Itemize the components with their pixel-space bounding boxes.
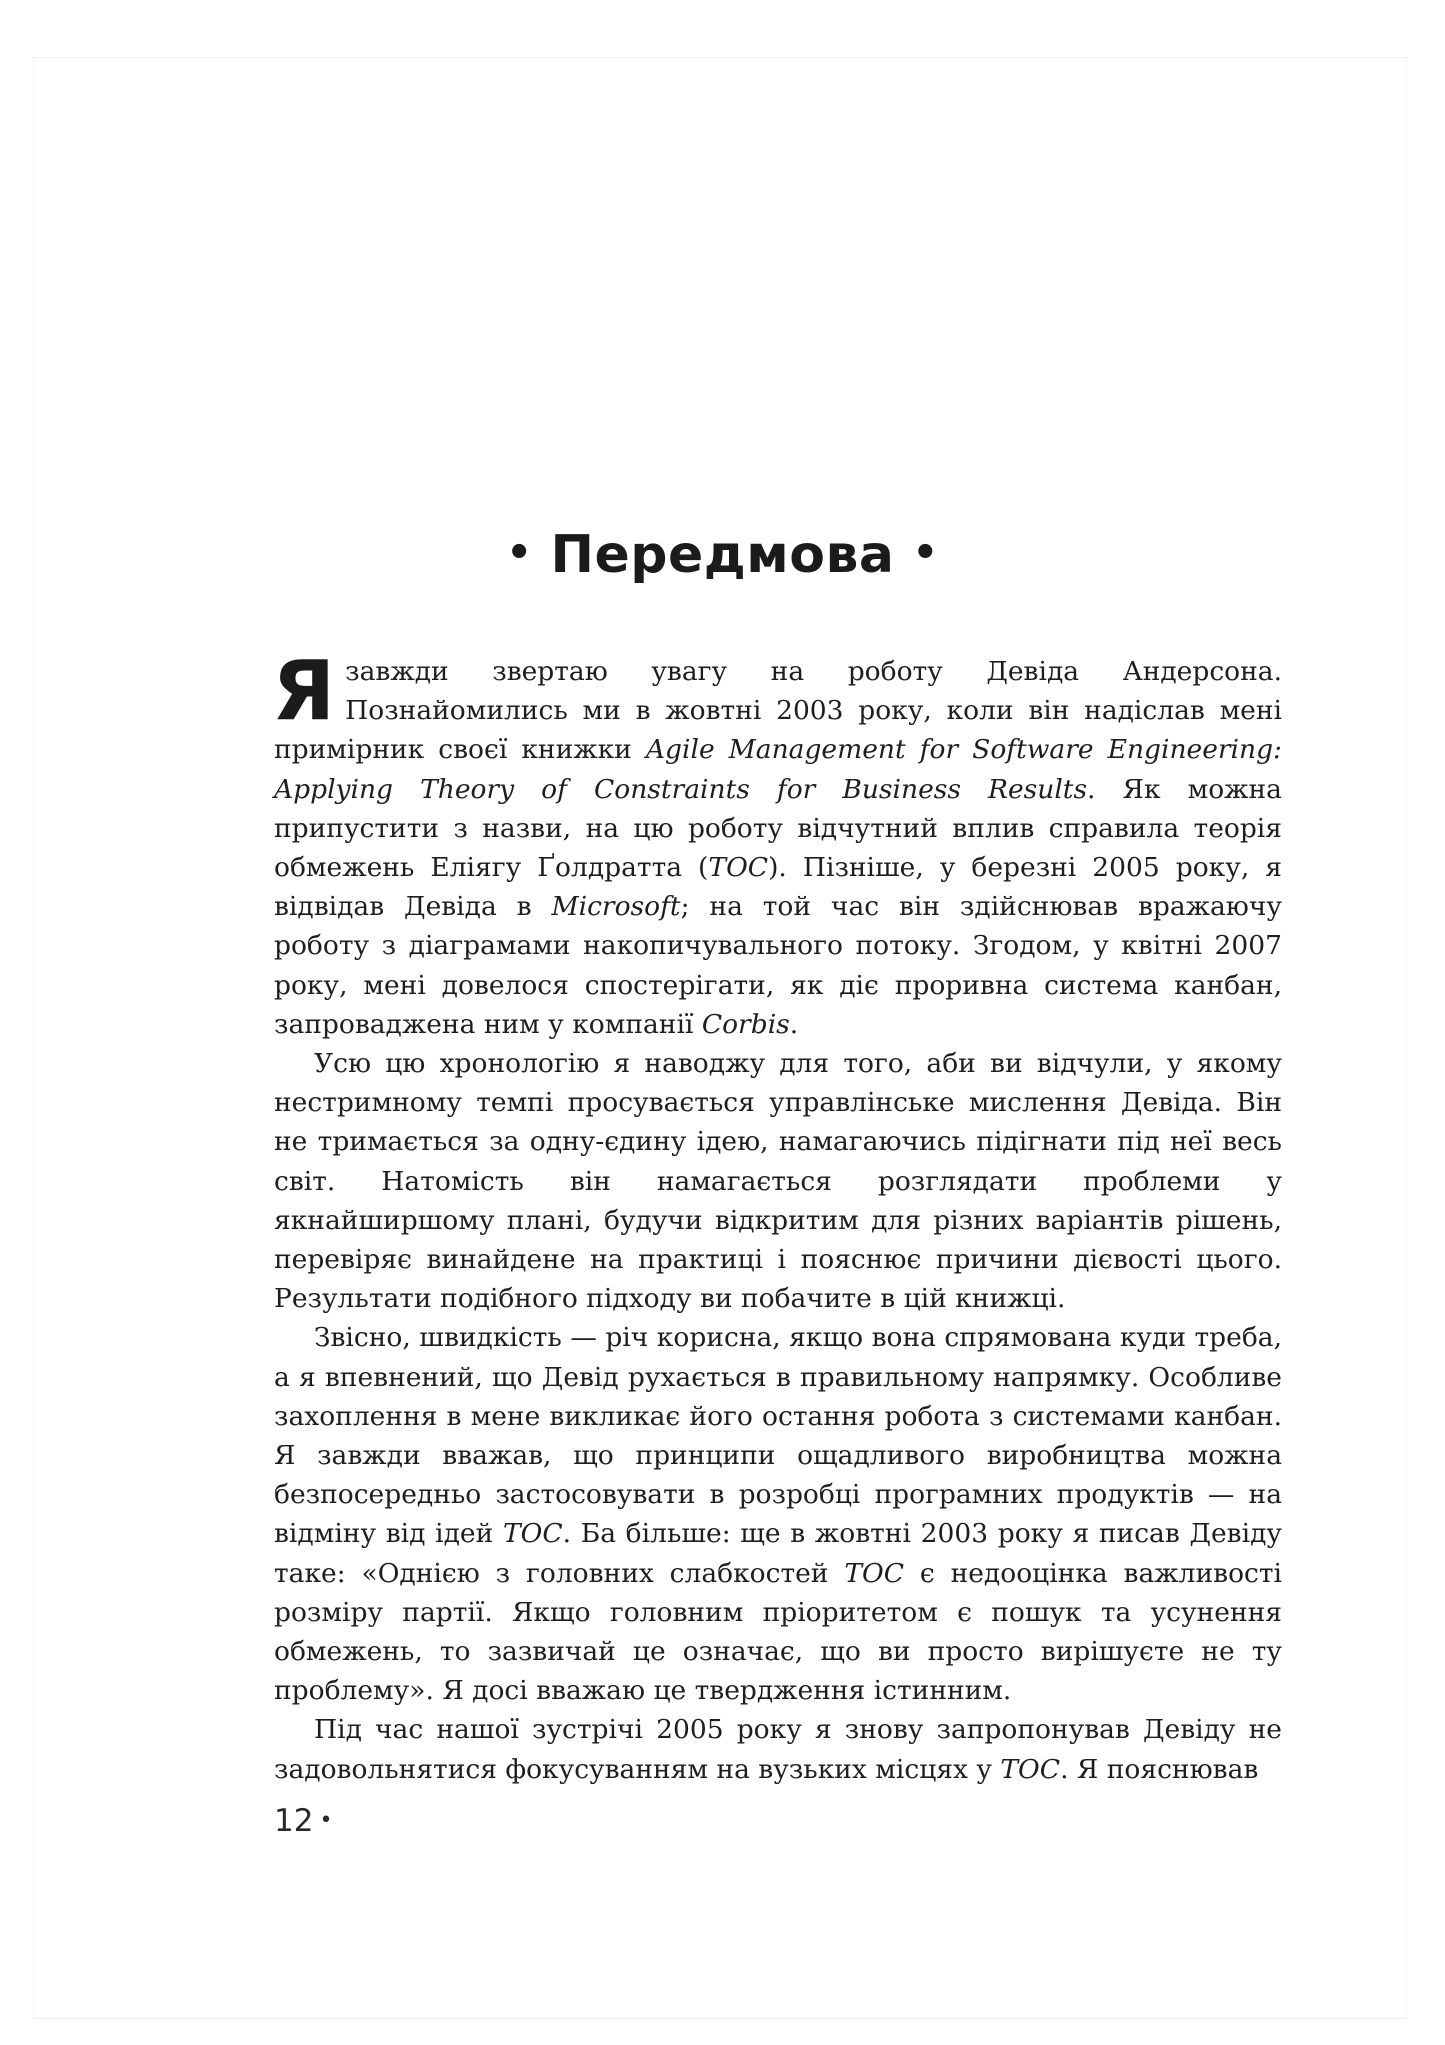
paragraph-4-text-2: . Я пояснював: [1060, 1753, 1259, 1785]
paragraph-1-text-2: . Як можна припустити з назви, на цю роботу відчутний вплив справила теорія обмежень Еліягу Ґолдратта (: [274, 773, 1282, 884]
title-bullet-right: •: [912, 530, 939, 576]
paragraph-1-text: завжди звертаю увагу на роботу Девіда Андерсона. Познайомились ми в жовтні 2003 року, коли він надіслав мені примірник своєї книжки: [274, 656, 1282, 766]
toc-term: TOC: [1000, 1753, 1061, 1785]
paragraph-4-text: Під час нашої зустрічі 2005 року я знову запропонував Девіду не задовольнятися фокусуванням на вузьких місцях у: [274, 1714, 1282, 1785]
paragraph-4: [274, 1710, 1282, 1788]
title-bullet-left: •: [506, 530, 533, 576]
body-text: [272, 644, 1283, 1789]
page-number-bullet: •: [319, 1808, 333, 1833]
paragraph-3-text-2: . Ба більше: ще в жовтні 2003 року я писав Девіду таке: «Однією з головних слабкостей: [274, 1518, 1282, 1589]
paragraph-1-text-3: ). Пізніше, у березні 2005 року, я відвідав Девіда в: [274, 852, 1282, 923]
paragraph-3-text: Звісно, швидкість — річ корисна, якщо вона спрямована куди треба, а я впевнений, що Девід рухається в правильному напрямку. Особливе захоплення в мене викликає його остання робота з системами канбан. Я завжди вважав, що принципи ощадливого виробництва можна безпосередньо застосовувати в розробці програмних продуктів — на відміну від ідей: [274, 1322, 1282, 1550]
toc-term: TOC: [502, 1518, 563, 1550]
paragraph-1: [272, 644, 1282, 1044]
paragraph-1-text-4: ; на той час він здійснював вражаючу роботу з діаграмами накопичувального потоку. Згодом, у квітні 2007 року, мені довелося спостерігати, як діє проривна система канбан, запроваджена ним у компанії: [274, 891, 1282, 1040]
company-corbis: Corbis: [701, 1008, 790, 1040]
drop-cap: Я: [272, 644, 336, 739]
book-title: Agile Management for Software Engineering: Applying Theory of Constraints for Business Results: [274, 734, 1282, 805]
paragraph-1-text-5: .: [789, 1008, 799, 1040]
title-text: Передмова: [550, 525, 895, 585]
paragraph-3-text-3: є недооцінка важливості розміру партії. Якщо головним пріоритетом є пошук та усунення обмежень, то зазвичай це означає, що ви просто вирішуєте не ту проблему». Я досі вважаю це твердження істинним.: [274, 1557, 1283, 1707]
company-microsoft: Microsoft: [551, 891, 681, 923]
page-number-value: 12: [274, 1803, 314, 1839]
page-number: [274, 1803, 332, 1839]
paragraph-3: [274, 1318, 1282, 1710]
paragraph-2: Усю цю хронологію я наводжу для того, аби ви відчули, у якому нестримному темпі просувається управлінське мислення Девіда. Він не тримається за одну-єдину ідею, намагаючись підігнати під неї весь світ. Натомість він намагається розглядати проблеми у якнайширшому плані, будучи відкритим для різних варіантів рішень, перевіряє винайдене на практиці і пояснює причини дієвості цього. Результати подібного підходу ви побачите в цій книжці.: [274, 1048, 1282, 1315]
toc-term: TOC: [708, 852, 769, 884]
chapter-title: [0, 525, 1445, 585]
toc-term: TOC: [844, 1557, 905, 1589]
